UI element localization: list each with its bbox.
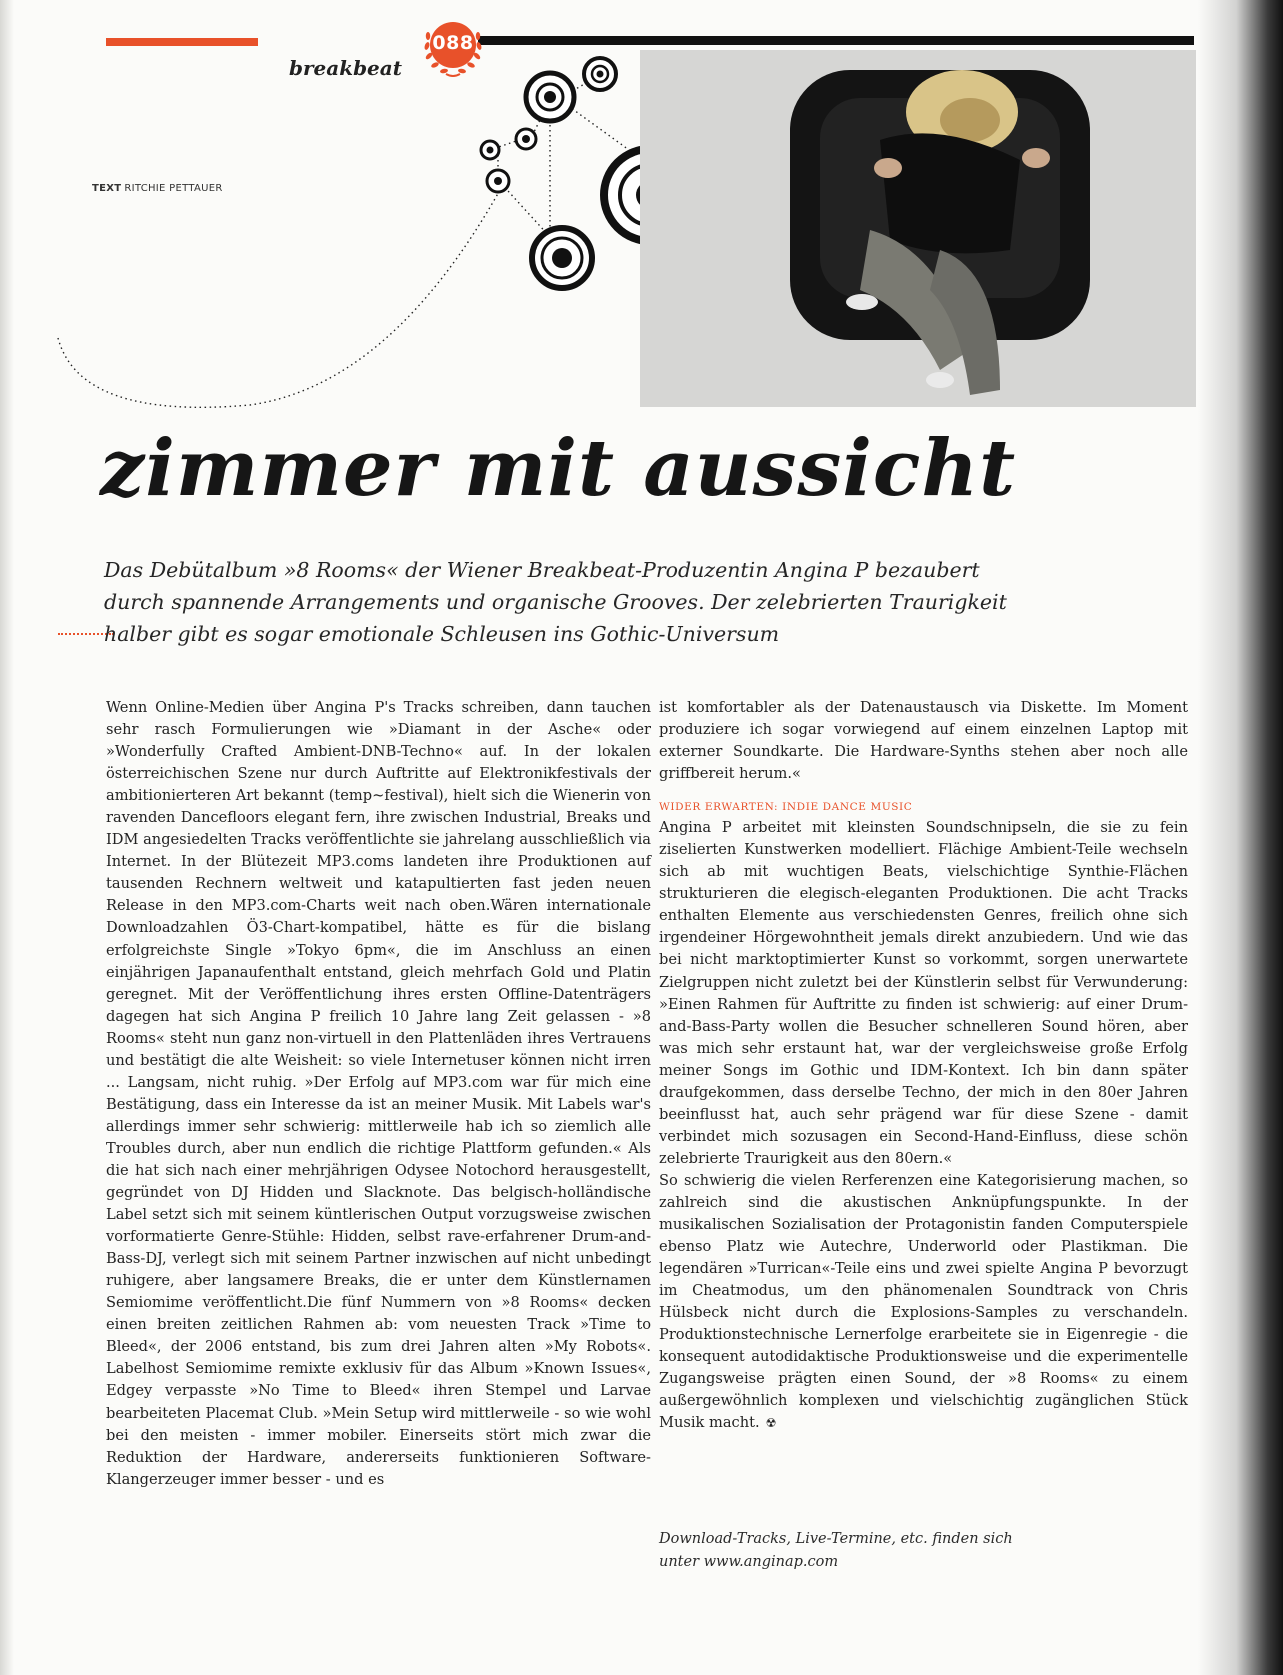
body-column-left <box>106 697 651 1491</box>
speaker-tiny-icon <box>487 170 509 192</box>
speaker-small-middle-icon <box>516 129 536 149</box>
speaker-small-left-icon <box>481 141 499 159</box>
speaker-circles-graphic <box>0 0 660 420</box>
page-spine-shadow <box>1198 0 1283 1675</box>
end-mark-icon: ☢ <box>765 1416 777 1431</box>
footnote-line: unter www.anginap.com <box>659 1554 839 1570</box>
body-paragraph: Angina P arbeitet mit kleinsten Soundschnipseln, die sie zu fein ziselierten Kunstwerken modelliert. Flächige Ambient-Teile wechseln sich ab mit wuchtigen Beats, vielschichtige Synthie-Flächen strukturieren die elegisch-eleganten Produktionen. Die acht Tracks enthalten Elemente aus verschiedensten Genres, freilich ohne sich irgendeiner Hörgewohntheit jemals direkt anzubiedern. Und wie das bei nicht marktoptimierter Kunst so vorkommt, sorgen unerwartete Zielgruppen nicht zuletzt bei der Künstlerin selbst für Verwunderung: »Einen Rahmen für Auftritte zu finden ist schwierig: auf einer Drum-and-Bass-Party wollen die Besucher schnelleren Sound hören, aber was mich sehr erstaunt hat, war der vergleichsweise große Erfolg meiner Songs im Gothic und IDM-Kontext. Ich bin dann später draufgekommen, dass derselbe Techno, der mich in den 80er Jahren beeinflusst hat, auch sehr prägend war für diese Szene - damit verbindet mich sozusagen ein Second-Hand-Einfluss, diese schön zelebrierte Traurigkeit aus den 80ern.« <box>659 819 1188 1167</box>
section-subheading: WIDER ERWARTEN: INDIE DANCE MUSIC <box>659 801 913 814</box>
article-lede: Das Debütalbum »8 Rooms« der Wiener Breakbeat-Produzentin Angina P bezaubert durch spannende Arrangements und organische Grooves. Der zelebrierten Traurigkeit halber gibt es sogar emotionale Schleusen ins Gothic-Universum <box>104 558 1007 646</box>
speaker-large-left-icon <box>532 228 592 288</box>
page-number: 088 <box>432 32 474 54</box>
credit-label: TEXT <box>92 183 122 194</box>
body-column-right <box>659 697 1188 1435</box>
body-paragraph: ist komfortabler als der Datenaustausch via Diskette. Im Moment produziere ich sogar vorwiegend auf einem einzelnen Laptop mit externer Soundkarte. Die Hardware-Synths stehen aber noch alle griffbereit herum.« <box>659 699 1188 783</box>
footnote-line: Download-Tracks, Live-Termine, etc. finden sich <box>659 1531 1013 1547</box>
speaker-medium-top-icon <box>526 73 574 121</box>
credit-author: RITCHIE PETTAUER <box>124 183 223 194</box>
section-rubric: breakbeat <box>289 56 402 80</box>
artist-photo <box>640 50 1196 407</box>
body-paragraph-end <box>659 1170 1188 1435</box>
body-paragraph: Wenn Online-Medien über Angina P's Tracks schreiben, dann tauchen sehr rasch Formulierungen wie »Diamant in der Asche« oder »Wonderfully Crafted Ambient-DNB-Techno« auf. In der lokalen österreichischen Szene nur durch Auftritte auf Elektronikfestivals der ambitionierteren Art bekannt (temp~festival), hielt sich die Wienerin von ravenden Dancefloors elegant fern, ihre zwischen Industrial, Breaks und IDM angesiedelten Tracks veröffentlichte sie jahrelang ausschließlich via Internet. In der Blütezeit MP3.coms landeten ihre Produktionen auf tausenden Rechnern weltweit und katapultierten fast jeden neuen Release in den MP3.com-Charts weit nach oben.Wären internationale Downloadzahlen Ö3-Chart-kompatibel, hätte es für die bislang erfolgreichste Single »Tokyo 6pm«, die im Anschluss an einen einjährigen Japanaufenthalt entstand, gleich mehrfach Gold und Platin geregnet. Mit der Veröffentlichung ihres ersten Offline-Datenträgers dagegen hat sich Angina P freilich 10 Jahre lang Zeit gelassen - »8 Rooms« steht nun ganz non-virtuell in den Plattenläden ihres Vertrauens und bestätigt die alte Weisheit: so viele Internetuser können nicht irren ... Langsam, nicht ruhig. »Der Erfolg auf MP3.com war für mich eine Bestätigung, dass ein Interesse da ist an meiner Musik. Mit Labels war's allerdings immer sehr schwierig: mittlerweile hab ich so ziemlich alle Troubles durch, aber nun endlich die richtige Plattform gefunden.« Als die hat sich nach einer mehrjährigen Odysee Notochord herausgestellt, gegründet von DJ Hidden und Slacknote. Das belgisch-holländische Label setzt sich mit seinem küntlerischen Output vorzugsweise zwischen vorformatierte Genre-Stühle: Hidden, selbst rave-erfahrener Drum-and-Bass-DJ, verlegt sich mit seinem Partner inzwischen auf nicht unbedingt ruhigere, aber langsamere Breaks, die er unter dem Künstlernamen Semiomime veröffentlicht.Die fünf Nummern von »8 Rooms« decken einen breiten zeitlichen Rahmen ab: vom neuesten Track »Time to Bleed«, der 2006 entstand, bis zum drei Jahren alten »My Robots«. Labelhost Semiomime remixte exklusiv für das Album »Known Issues«, Edgey verpasste »No Time to Bleed« ihren Stempel und Larvae bearbeiteten Placemat Club. »Mein Setup wird mittlerweile - so wie wohl bei den meisten - immer mobiler. Einerseits stört mich zwar die Reduktion der Hardware, andererseits funktionieren Software-Klangerzeuger immer besser - und es <box>106 699 651 1488</box>
speaker-small-top-right-icon <box>584 58 616 90</box>
article-footnote <box>659 1528 1109 1574</box>
article-headline: zimmer mit aussicht <box>100 423 1017 514</box>
body-paragraph: So schwierig die vielen Rerferenzen eine Kategorisierung machen, so zahlreich sind die akustischen Anknüpfungspunkte. In der musikalischen Sozialisation der Protagonistin fanden Computerspiele ebenso Platz wie Autechre, Underworld oder Plastikman. Die legendären »Turrican«-Teile eins und zwei spielte Angina P bevorzugt im Cheatmodus, um den phänomenalen Soundtrack von Chris Hülsbeck nicht durch die Explosions-Samples zu verschandeln. Produktionstechnische Lernerfolge erarbeitete sie in Eigenregie - die konsequent autodidaktische Produktionsweise und die experimentelle Zugangsweise prägten einen Sound, der »8 Rooms« zu einem außergewöhnlich komplexen und vielschichtig zugänglichen Stück Musik macht. <box>659 1171 1188 1432</box>
